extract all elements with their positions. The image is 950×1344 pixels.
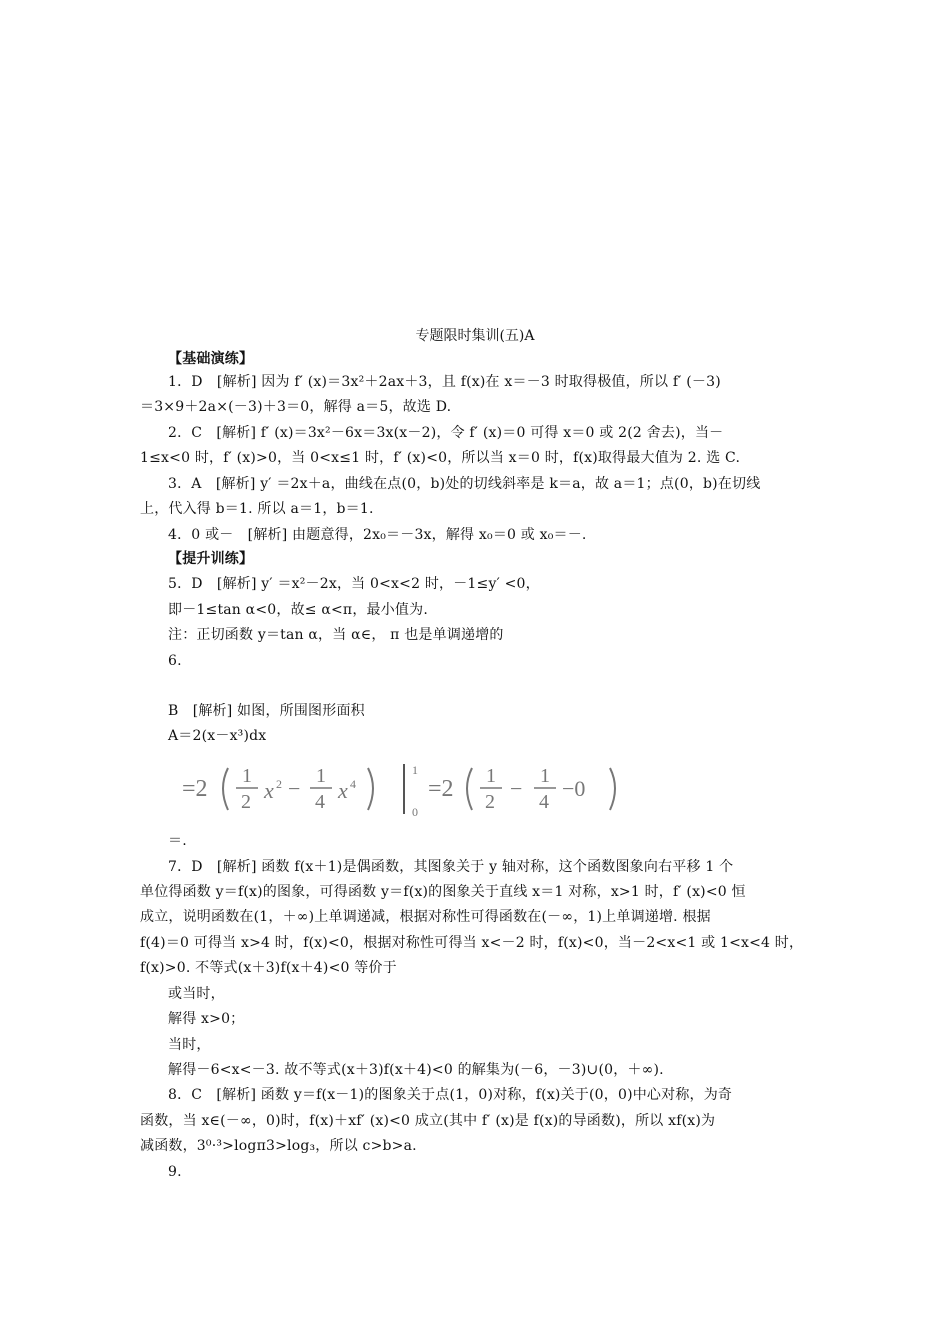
answer-7-line-7: 解得 x>0； [168,1011,245,1027]
formula-paren-left-2 [467,768,472,810]
answer-8-line-3: 减函数，3⁰·³>logπ3>log₃，所以 c>b>a. [140,1138,417,1154]
formula-eq-2: =2 [428,776,454,802]
answer-6-number: 6. [168,653,182,669]
answer-7-line-6: 或当时， [168,986,225,1002]
formula-frac2-den: 4 [315,791,325,813]
section-heading-advanced: 【提升训练】 [168,551,254,567]
answer-7-line-1: 7．D [解析] 函数 f(x＋1)是偶函数，其图象关于 y 轴对称，这个函数图象向右平移 1 个 [168,859,734,875]
formula-minus-zero: −0 [562,776,586,801]
section-heading-basic: 【基础演练】 [168,351,254,367]
answer-5-note: 注：正切函数 y＝tan α，当 α∈， π 也是单调递增的 [168,627,504,643]
formula-sup-2: 2 [276,777,282,791]
formula-x-sq: x [264,778,274,803]
answer-7-line-5: f(x)>0. 不等式(x＋3)f(x＋4)<0 等价于 [140,960,397,976]
formula-upper-limit: 1 [412,763,418,777]
formula-sup-4: 4 [350,777,356,791]
document-title: 专题限时集训(五)A [415,328,535,344]
answer-8-line-1: 8．C [解析] 函数 y＝f(x－1)的图象关于点(1，0)对称，f(x)关于(0，0)中心对称，为奇 [168,1087,733,1103]
answer-6-result: ＝. [168,833,187,849]
answer-7-line-4: f(4)＝0 可得当 x>4 时，f(x)<0，根据对称性可得当 x<－2 时，f(x)<0，当－2<x<1 或 1<x<4 时， [140,935,804,951]
answer-3-line-1: 3．A [解析] y′ ＝2x＋a，曲线在点(0，b)处的切线斜率是 k＝a，故 a＝1；点(0，b)在切线 [168,476,761,492]
formula-x-quart: x [338,778,348,803]
formula-frac4-num: 1 [540,765,550,787]
formula-paren-right-1 [368,768,373,810]
answer-6-line-1: B [解析] 如图，所围图形面积 [168,703,365,719]
answer-1-line-1: 1．D [解析] 因为 f′ (x)＝3x²＋2ax＋3，且 f(x)在 x＝－3 时取得极值，所以 f′ (－3) [168,374,721,390]
answer-7-line-3: 成立，说明函数在(1，＋∞)上单调递减，根据对称性可得函数在(－∞，1)上单调递增. 根据 [140,909,711,925]
integral-formula-svg [180,758,640,820]
integral-formula-image [180,758,640,820]
formula-frac3-den: 2 [485,791,495,813]
answer-6-line-2: A＝2(x－x³)dx [168,728,267,744]
formula-frac4-den: 4 [539,791,549,813]
answer-8-line-2: 函数，当 x∈(－∞，0)时，f(x)＋xf′ (x)<0 成立(其中 f′ (x)是 f(x)的导函数)，所以 xf(x)为 [140,1113,716,1129]
answer-7-line-8: 当时， [168,1037,211,1053]
formula-minus-2: − [510,776,523,801]
formula-frac3-num: 1 [486,765,496,787]
formula-minus-1: − [288,776,301,801]
formula-paren-right-2 [610,768,615,810]
answer-3-line-2: 上，代入得 b＝1. 所以 a＝1，b＝1. [140,501,374,517]
formula-frac1-num: 1 [242,765,252,787]
formula-lower-limit: 0 [412,805,418,819]
answer-1-line-2: ＝3×9＋2a×(－3)＋3＝0，解得 a＝5，故选 D. [140,399,452,415]
formula-eq-1: =2 [182,776,208,802]
answer-2-line-2: 1≤x<0 时，f′ (x)>0，当 0<x≤1 时，f′ (x)<0，所以当 x＝0 时，f(x)取得最大值为 2. 选 C. [140,450,741,466]
answer-7-line-2: 单位得函数 y＝f(x)的图象，可得函数 y＝f(x)的图象关于直线 x＝1 对称，x>1 时，f′ (x)<0 恒 [140,884,746,900]
answer-7-line-9: 解得－6<x<－3. 故不等式(x＋3)f(x＋4)<0 的解集为(－6，－3)∪(0，＋∞). [168,1062,664,1078]
answer-2-line-1: 2．C [解析] f′ (x)＝3x²－6x＝3x(x－2)，令 f′ (x)＝0 可得 x＝0 或 2(2 舍去)，当－ [168,425,724,441]
answer-5-line-2: 即－1≤tan α<0，故≤ α<π，最小值为. [168,602,428,618]
answer-4: 4．0 或－ [解析] 由题意得，2x₀＝－3x，解得 x₀＝0 或 x₀＝－. [168,527,587,543]
answer-9-number: 9. [168,1164,182,1180]
formula-paren-left-1 [223,768,228,810]
answer-5-line-1: 5．D [解析] y′ ＝x²－2x，当 0<x<2 时，－1≤y′ <0， [168,576,540,592]
formula-frac1-den: 2 [241,791,251,813]
formula-frac2-num: 1 [316,765,326,787]
